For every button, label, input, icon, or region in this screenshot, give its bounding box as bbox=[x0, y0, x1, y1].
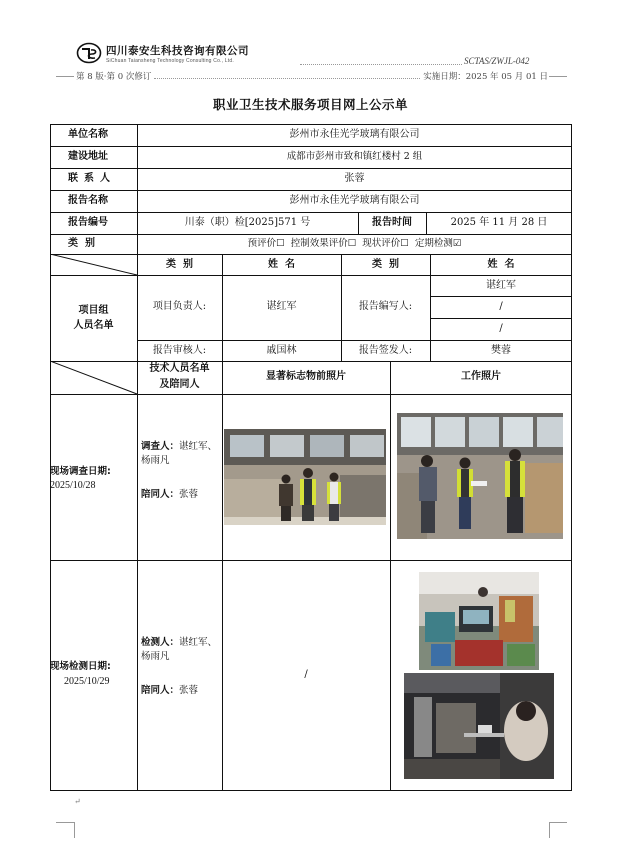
survey-investigators-label: 调查人： bbox=[141, 441, 180, 452]
project-group-label-2: 人员名单 bbox=[73, 320, 114, 331]
project-leader-label: 项目负责人: bbox=[152, 301, 207, 312]
staff-column-header-2: 及陪同人 bbox=[159, 379, 200, 390]
lab-instrument-photo bbox=[419, 572, 539, 670]
detect-companion-name: 张蓉 bbox=[179, 685, 199, 696]
reviewer-name: 戚国林 bbox=[266, 345, 297, 356]
company-name-en: SiChuan Taiansheng Technology Consulting Co., Ltd. bbox=[106, 57, 234, 64]
effective-date: 实施日期：2025 年 05 月 01 日 bbox=[423, 72, 548, 82]
survey-work-photo bbox=[397, 413, 563, 539]
survey-companion-label: 陪同人： bbox=[141, 489, 180, 500]
table-rule bbox=[50, 560, 572, 561]
workshop-interview-photo bbox=[397, 413, 563, 539]
detect-date-label: 现场检测日期: bbox=[50, 661, 111, 672]
contact-label: 联系人 bbox=[68, 173, 116, 184]
revision-line bbox=[76, 70, 548, 82]
detect-inspectors bbox=[141, 636, 221, 664]
noise-measurement-photo bbox=[404, 673, 554, 779]
unit-name-label: 单位名称 bbox=[68, 129, 108, 140]
detect-inspectors-names: 谌红军、杨雨凡 bbox=[141, 637, 218, 662]
page-header bbox=[0, 0, 621, 90]
detect-inspectors-label: 检测人： bbox=[141, 637, 180, 648]
survey-companion bbox=[141, 488, 221, 502]
survey-investigators-names: 谌红军、杨雨凡 bbox=[141, 441, 218, 466]
diagonal-divider bbox=[50, 361, 138, 395]
dotted-leader bbox=[154, 70, 420, 79]
crop-mark bbox=[549, 822, 567, 823]
unit-name-value: 彭州市永佳光学玻璃有限公司 bbox=[289, 129, 420, 140]
report-time-label: 报告时间 bbox=[372, 217, 412, 228]
category-options: 预评价☐ 控制效果评价☐ 现状评价☐ 定期检测☑ bbox=[247, 238, 462, 249]
paragraph-mark: ↵ bbox=[74, 797, 81, 806]
detect-date-value: 2025/10/29 bbox=[64, 676, 110, 687]
revision-text: 第 8 版·第 0 次修订 bbox=[76, 72, 152, 82]
issuer-name: 樊蓉 bbox=[491, 345, 511, 356]
sign-photo-header: 显著标志物前照片 bbox=[266, 371, 346, 382]
survey-companion-name: 张蓉 bbox=[179, 489, 199, 500]
reviewer-label: 报告审核人: bbox=[152, 345, 207, 356]
table-rule bbox=[50, 190, 572, 191]
report-name-value: 彭州市永佳光学玻璃有限公司 bbox=[289, 195, 420, 206]
detect-work-photo-1 bbox=[419, 572, 539, 670]
document-code: SCTAS/ZWJL-042 bbox=[464, 56, 530, 66]
table-rule bbox=[50, 212, 572, 213]
personnel-name-header-2: 姓 名 bbox=[487, 259, 515, 270]
report-writer-label: 报告编写人: bbox=[358, 301, 413, 312]
table-rule bbox=[50, 168, 572, 169]
header-divider bbox=[300, 64, 462, 65]
report-no-label: 报告编号 bbox=[68, 217, 108, 228]
table-rule bbox=[50, 790, 572, 791]
page-title: 职业卫生技术服务项目网上公示单 bbox=[212, 97, 408, 112]
detect-sign-photo-placeholder: / bbox=[304, 669, 308, 680]
table-rule bbox=[50, 234, 572, 235]
survey-date-value: 2025/10/28 bbox=[50, 480, 96, 491]
company-logo-icon bbox=[76, 42, 102, 64]
table-rule bbox=[50, 124, 572, 125]
category-label: 类 别 bbox=[68, 238, 95, 249]
report-time-value: 2025 年 11 月 28 日 bbox=[450, 217, 548, 228]
disclosure-form bbox=[50, 124, 572, 790]
table-rule bbox=[50, 124, 51, 790]
detect-companion bbox=[141, 684, 221, 698]
table-rule bbox=[430, 296, 572, 297]
table-rule bbox=[137, 340, 572, 341]
company-logo bbox=[76, 42, 249, 64]
table-rule bbox=[430, 318, 572, 319]
survey-date-label: 现场调查日期: bbox=[50, 466, 111, 477]
work-photo-header: 工作照片 bbox=[461, 371, 501, 382]
contact-value: 张蓉 bbox=[344, 173, 365, 184]
survey-investigators bbox=[141, 440, 221, 468]
report-writer-name: / bbox=[499, 323, 503, 334]
detect-companion-label: 陪同人： bbox=[141, 685, 180, 696]
company-name-cn: 四川泰安生科技咨询有限公司 bbox=[106, 44, 249, 57]
personnel-name-header: 姓 名 bbox=[268, 259, 295, 270]
personnel-category-header-2: 类 别 bbox=[372, 259, 399, 270]
report-name-label: 报告名称 bbox=[68, 195, 108, 206]
factory-entrance-photo bbox=[224, 429, 386, 525]
detect-work-photo-2 bbox=[404, 673, 554, 779]
table-rule bbox=[222, 361, 223, 790]
crop-mark bbox=[56, 76, 74, 77]
crop-mark bbox=[56, 822, 74, 823]
project-group-label: 项目组 bbox=[78, 305, 109, 316]
crop-mark bbox=[549, 822, 550, 838]
table-rule bbox=[390, 361, 391, 790]
personnel-category-header: 类 别 bbox=[166, 259, 193, 270]
crop-mark bbox=[549, 76, 567, 77]
survey-sign-photo bbox=[224, 429, 386, 525]
crop-mark bbox=[74, 822, 75, 838]
address-label: 建设地址 bbox=[68, 151, 108, 162]
report-writer-name: 谌红军 bbox=[486, 280, 516, 291]
report-writer-name: / bbox=[499, 301, 503, 312]
issuer-label: 报告签发人: bbox=[358, 345, 413, 356]
address-value: 成都市彭州市致和镇红楼村 2 组 bbox=[286, 151, 423, 162]
table-rule bbox=[50, 146, 572, 147]
staff-column-header: 技术人员名单 bbox=[149, 363, 210, 374]
project-leader-name: 谌红军 bbox=[266, 301, 297, 312]
report-no-value: 川泰（职）检[2025]571 号 bbox=[184, 217, 311, 228]
diagonal-divider bbox=[50, 254, 138, 276]
